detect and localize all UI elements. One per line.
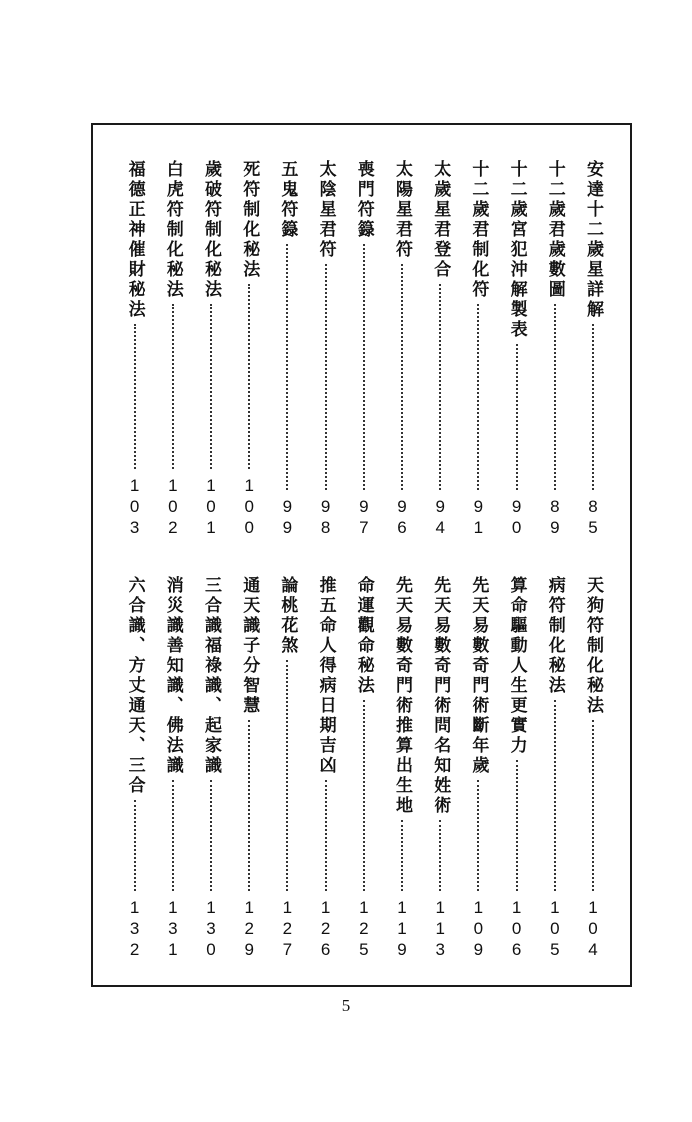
dot-leader	[325, 780, 327, 891]
toc-entry-page: 1 2 9	[244, 898, 254, 959]
toc-entry-title: 歲破符制化秘法	[201, 160, 221, 300]
dot-leader	[477, 780, 479, 891]
toc-entry	[351, 160, 377, 538]
toc-entry-title: 安達十二歲星詳解	[583, 160, 603, 320]
dot-leader	[554, 304, 556, 490]
toc-entry-page: 1 0 2	[168, 476, 178, 537]
toc-entry-title: 推五命人得病日期吉凶	[315, 576, 336, 776]
toc-entry-title: 十二歲君制化符	[468, 160, 489, 300]
dot-leader	[172, 304, 174, 469]
toc-entry-page: 1 0 4	[588, 898, 598, 959]
toc-entry-page: 1 3 2	[129, 898, 140, 959]
dot-leader	[210, 304, 212, 469]
dot-leader	[592, 720, 594, 891]
toc-entry	[274, 576, 300, 960]
toc-entry-title: 太陰星君符	[315, 160, 336, 260]
dot-leader	[134, 800, 136, 891]
toc-entry-title: 消災識善知識、佛法識	[162, 576, 183, 776]
toc-entry-title: 先天易數奇門術斷年歲	[468, 576, 489, 776]
toc-entry-page: 1 0 0	[244, 476, 254, 537]
toc-entry	[504, 576, 530, 960]
toc-entry-title: 先天易數奇門術問名知姓術	[430, 576, 451, 816]
toc-entry	[122, 160, 148, 538]
toc-entry-page: 1 2 6	[320, 898, 331, 959]
toc-entry-title: 算命驅動人生更實力	[506, 576, 527, 756]
toc-entry-page: 1 2 7	[282, 898, 293, 959]
toc-entry-title: 五鬼符籙	[277, 160, 298, 240]
dot-leader	[286, 660, 288, 891]
dot-leader	[248, 284, 250, 469]
toc-entry-title: 病符制化秘法	[544, 576, 565, 696]
toc-entry	[542, 160, 568, 538]
toc-entry-page: 1 3 1	[168, 898, 178, 959]
toc-entry	[580, 576, 606, 960]
toc-entry	[274, 160, 300, 538]
toc-entry	[580, 160, 606, 538]
toc-entry-title: 白虎符制化秘法	[162, 160, 183, 300]
dot-leader	[286, 244, 288, 490]
toc-entry-title: 太陽星君符	[392, 160, 412, 260]
dot-leader	[401, 820, 403, 891]
toc-entry-page: 9 7	[359, 497, 369, 537]
toc-entry-page: 1 0 6	[511, 898, 522, 959]
toc-entry-title: 六合識、方丈通天、三合	[124, 576, 145, 796]
toc-entry-title: 命運觀命秘法	[353, 576, 374, 696]
toc-entry	[389, 160, 415, 538]
toc-entry-page: 8 5	[588, 497, 598, 537]
toc-entry-page: 9 8	[320, 497, 331, 537]
toc-entry-page: 1 0 3	[129, 476, 140, 537]
toc-entry	[160, 160, 186, 538]
toc-entry-title: 十二歲君歲數圖	[544, 160, 565, 300]
dot-leader	[363, 700, 365, 891]
toc-entry	[465, 160, 491, 538]
toc-entry	[198, 160, 224, 538]
toc-entry	[198, 576, 224, 960]
dot-leader	[134, 324, 136, 469]
toc-entry	[389, 576, 415, 960]
toc-entry-page: 1 1 9	[397, 898, 407, 959]
toc-entry-title: 死符制化秘法	[239, 160, 260, 280]
toc-entry-page: 1 2 5	[359, 898, 369, 959]
toc-entry	[351, 576, 377, 960]
toc-entry-page: 9 1	[473, 497, 484, 537]
toc-entry-title: 通天識子分智慧	[239, 576, 260, 716]
toc-entry-page: 1 0 9	[473, 898, 484, 959]
toc-entry	[236, 576, 262, 960]
dot-leader	[439, 820, 441, 891]
toc-entry-page: 9 6	[397, 497, 407, 537]
toc-entry-title: 喪門符籙	[353, 160, 374, 240]
toc-entry	[427, 160, 453, 538]
toc-entry	[160, 576, 186, 960]
toc-entry	[465, 576, 491, 960]
toc-entry	[313, 576, 339, 960]
toc-entry-page: 9 4	[435, 497, 445, 537]
toc-entry-title: 天狗符制化秘法	[583, 576, 603, 716]
toc-entry	[313, 160, 339, 538]
dot-leader	[554, 700, 556, 891]
dot-leader	[439, 284, 441, 490]
toc-entry-title: 十二歲宮犯沖解製表	[506, 160, 527, 340]
toc-entry-title: 太歲星君登合	[430, 160, 451, 280]
toc-entry-page: 9 0	[511, 497, 522, 537]
dot-leader	[210, 780, 212, 891]
dot-leader	[516, 344, 518, 490]
toc-entry-page: 1 3 0	[206, 898, 216, 959]
toc-entry-page: 1 0 1	[206, 476, 216, 537]
dot-leader	[363, 244, 365, 490]
dot-leader	[592, 324, 594, 490]
toc-entry-title: 論桃花煞	[277, 576, 298, 656]
toc-entry	[236, 160, 262, 538]
toc-entry	[504, 160, 530, 538]
folio-page-number: 5	[341, 996, 351, 1015]
dot-leader	[401, 264, 403, 490]
toc-entry-title: 三合識福祿識、起家識	[201, 576, 221, 776]
dot-leader	[516, 760, 518, 891]
toc-entry	[542, 576, 568, 960]
toc-entry-page: 1 1 3	[435, 898, 445, 959]
toc-entry	[427, 576, 453, 960]
toc-entry-page: 8 9	[550, 497, 560, 537]
dot-leader	[248, 720, 250, 891]
toc-entry	[122, 576, 148, 960]
dot-leader	[172, 780, 174, 891]
toc-entry-page: 1 0 5	[550, 898, 560, 959]
dot-leader	[325, 264, 327, 490]
toc-entry-page: 9 9	[282, 497, 293, 537]
dot-leader	[477, 304, 479, 490]
toc-entry-title: 福德正神催財秘法	[124, 160, 145, 320]
toc-entry-title: 先天易數奇門術推算出生地	[392, 576, 412, 816]
